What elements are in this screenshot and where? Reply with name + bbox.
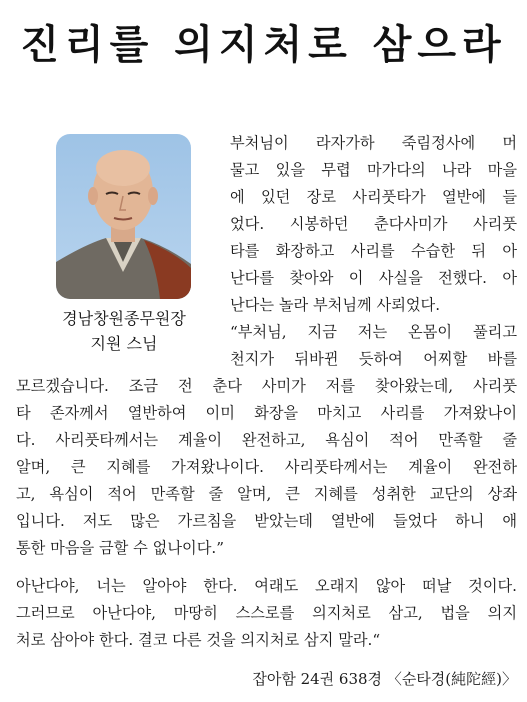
body-line: 물고 있을 무렵 마가다의 나라 마을 bbox=[230, 161, 517, 179]
body-line: 통한 마음을 금할 수 없나이다.” bbox=[16, 539, 224, 557]
body-line: “부처님, 지금 저는 온몸이 풀리고 bbox=[230, 323, 517, 341]
body-line: 부처님이 라자가하 죽림정사에 머 bbox=[230, 134, 517, 152]
body-line: 었다. 시봉하던 춘다사미가 사리풋 bbox=[230, 215, 517, 233]
body-line: 아난다야, 너는 알아야 한다. 여래도 오래지 않아 떠날 것이다. bbox=[16, 577, 517, 595]
source-citation: 잡아함 24권 638경 〈순타경(純陀經)〉 bbox=[252, 670, 517, 688]
author-title: 경남창원종무원장 bbox=[62, 309, 186, 328]
body-line: 모르겠습니다. 조금 전 춘다 사미가 저를 찾아왔는데, 사리풋 bbox=[16, 377, 517, 395]
body-line: 입니다. 저도 많은 가르침을 받았는데 열반에 들었다 하니 애 bbox=[16, 512, 517, 530]
body-line: 다. 사리풋타께서는 계율이 완전하고, 욕심이 적어 만족할 줄 bbox=[16, 431, 517, 449]
body-line: 천지가 뒤바뀐 듯하여 어찌할 바를 bbox=[230, 350, 517, 368]
body-line: 에 있던 장로 사리풋타가 열반에 들 bbox=[230, 188, 517, 206]
body-line: 타를 화장하고 사리를 수습한 뒤 아 bbox=[230, 242, 517, 260]
body-line: 고, 욕심이 적어 만족할 줄 알며, 큰 지혜를 성취한 교단의 상좌 bbox=[16, 485, 517, 503]
body-line: 난다를 찾아와 이 사실을 전했다. 아 bbox=[230, 269, 517, 287]
body-line: 처로 삼아야 한다. 결코 다른 것을 의지처로 삼지 말라.“ bbox=[16, 631, 381, 649]
article-title: 진리를 의지처로 삼으라 bbox=[20, 22, 507, 68]
body-line: 난다는 놀라 부처님께 사뢰었다. bbox=[230, 296, 441, 314]
body-line: 알며, 큰 지혜를 가져왔나이다. 사리풋타께서는 계율이 완전하 bbox=[16, 458, 517, 476]
monk-portrait-icon bbox=[56, 134, 191, 299]
author-photo bbox=[56, 134, 191, 299]
author-name: 지원 스님 bbox=[90, 334, 158, 353]
body-line: 그러므로 아난다야, 마땅히 스스로를 의지처로 삼고, 법을 의지 bbox=[16, 604, 517, 622]
author-caption bbox=[20, 306, 228, 356]
body-line: 타 존자께서 열반하여 이미 화장을 마치고 사리를 가져왔나이 bbox=[16, 404, 517, 422]
